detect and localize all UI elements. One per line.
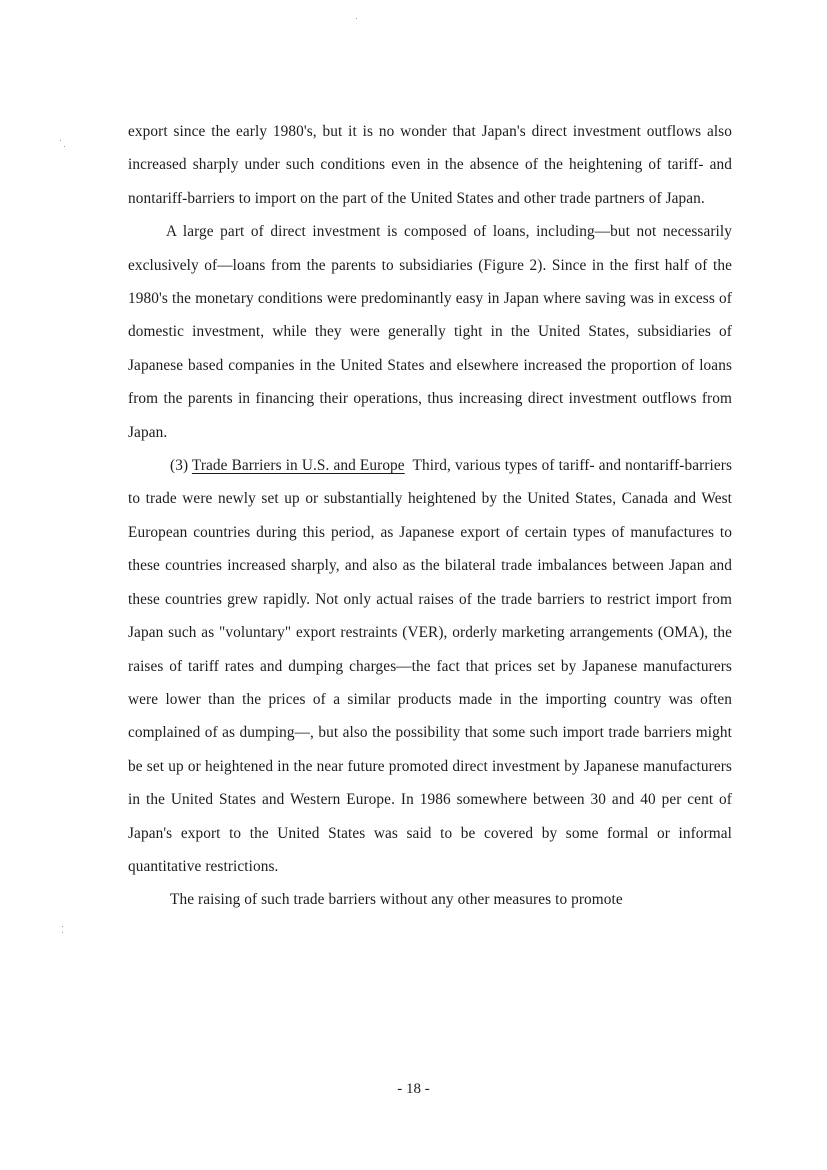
- scan-speck: [62, 926, 63, 927]
- section-number: (3): [170, 457, 189, 475]
- scan-speck: [62, 932, 63, 933]
- paragraph-1: export since the early 1980's, but it is no wonder that Japan's direct investment outflows also increased sharply under such conditions even in the absence of the heightening of tariff- and nontariff-barriers to import on the part of the United States and other trade partners of Japan.: [128, 123, 732, 207]
- body-text: [128, 115, 732, 917]
- scan-speck: [60, 140, 61, 141]
- paragraph-3-body: Third, various types of tariff- and nontariff-barriers to trade were newly set up or substantially heightened by the United States, Canada and West European countries during this period, as Japanese export of certain types of manufactures to these countries increased sharply, and also as the bilateral trade imbalances between Japan and these countries grew rapidly. Not only actual raises of the trade barriers to restrict import from Japan such as "voluntary" export restraints (VER), orderly marketing arrangements (OMA), the raises of tariff rates and dumping charges—the fact that prices set by Japanese manufacturers were lower than the prices of a similar products made in the importing country was often complained of as dumping—, but also the possibility that some such import trade barriers might be set up or heightened in the near future promoted direct investment by Japanese manufacturers in the United States and Western Europe. In 1986 somewhere between 30 and 40 per cent of Japan's export to the United States was said to be covered by some formal or informal quantitative restrictions.: [128, 457, 732, 875]
- paragraph-3: [128, 449, 732, 883]
- section-heading: Trade Barriers in U.S. and Europe: [191, 457, 405, 475]
- scan-speck: [356, 18, 357, 19]
- scan-speck: [64, 146, 65, 147]
- paragraph-2: A large part of direct investment is composed of loans, including—but not necessarily exclusively of—loans from the parents to subsidiaries (Figure 2). Since in the first half of the 1980's the monetary conditions were predominantly easy in Japan where saving was in excess of domestic investment, while they were generally tight in the United States, subsidiaries of Japanese based companies in the United States and elsewhere increased the proportion of loans from the parents in financing their operations, thus increasing direct investment outflows from Japan.: [128, 223, 732, 441]
- page-number: - 18 -: [397, 1081, 430, 1097]
- paragraph-4: The raising of such trade barriers without any other measures to promote: [170, 891, 623, 909]
